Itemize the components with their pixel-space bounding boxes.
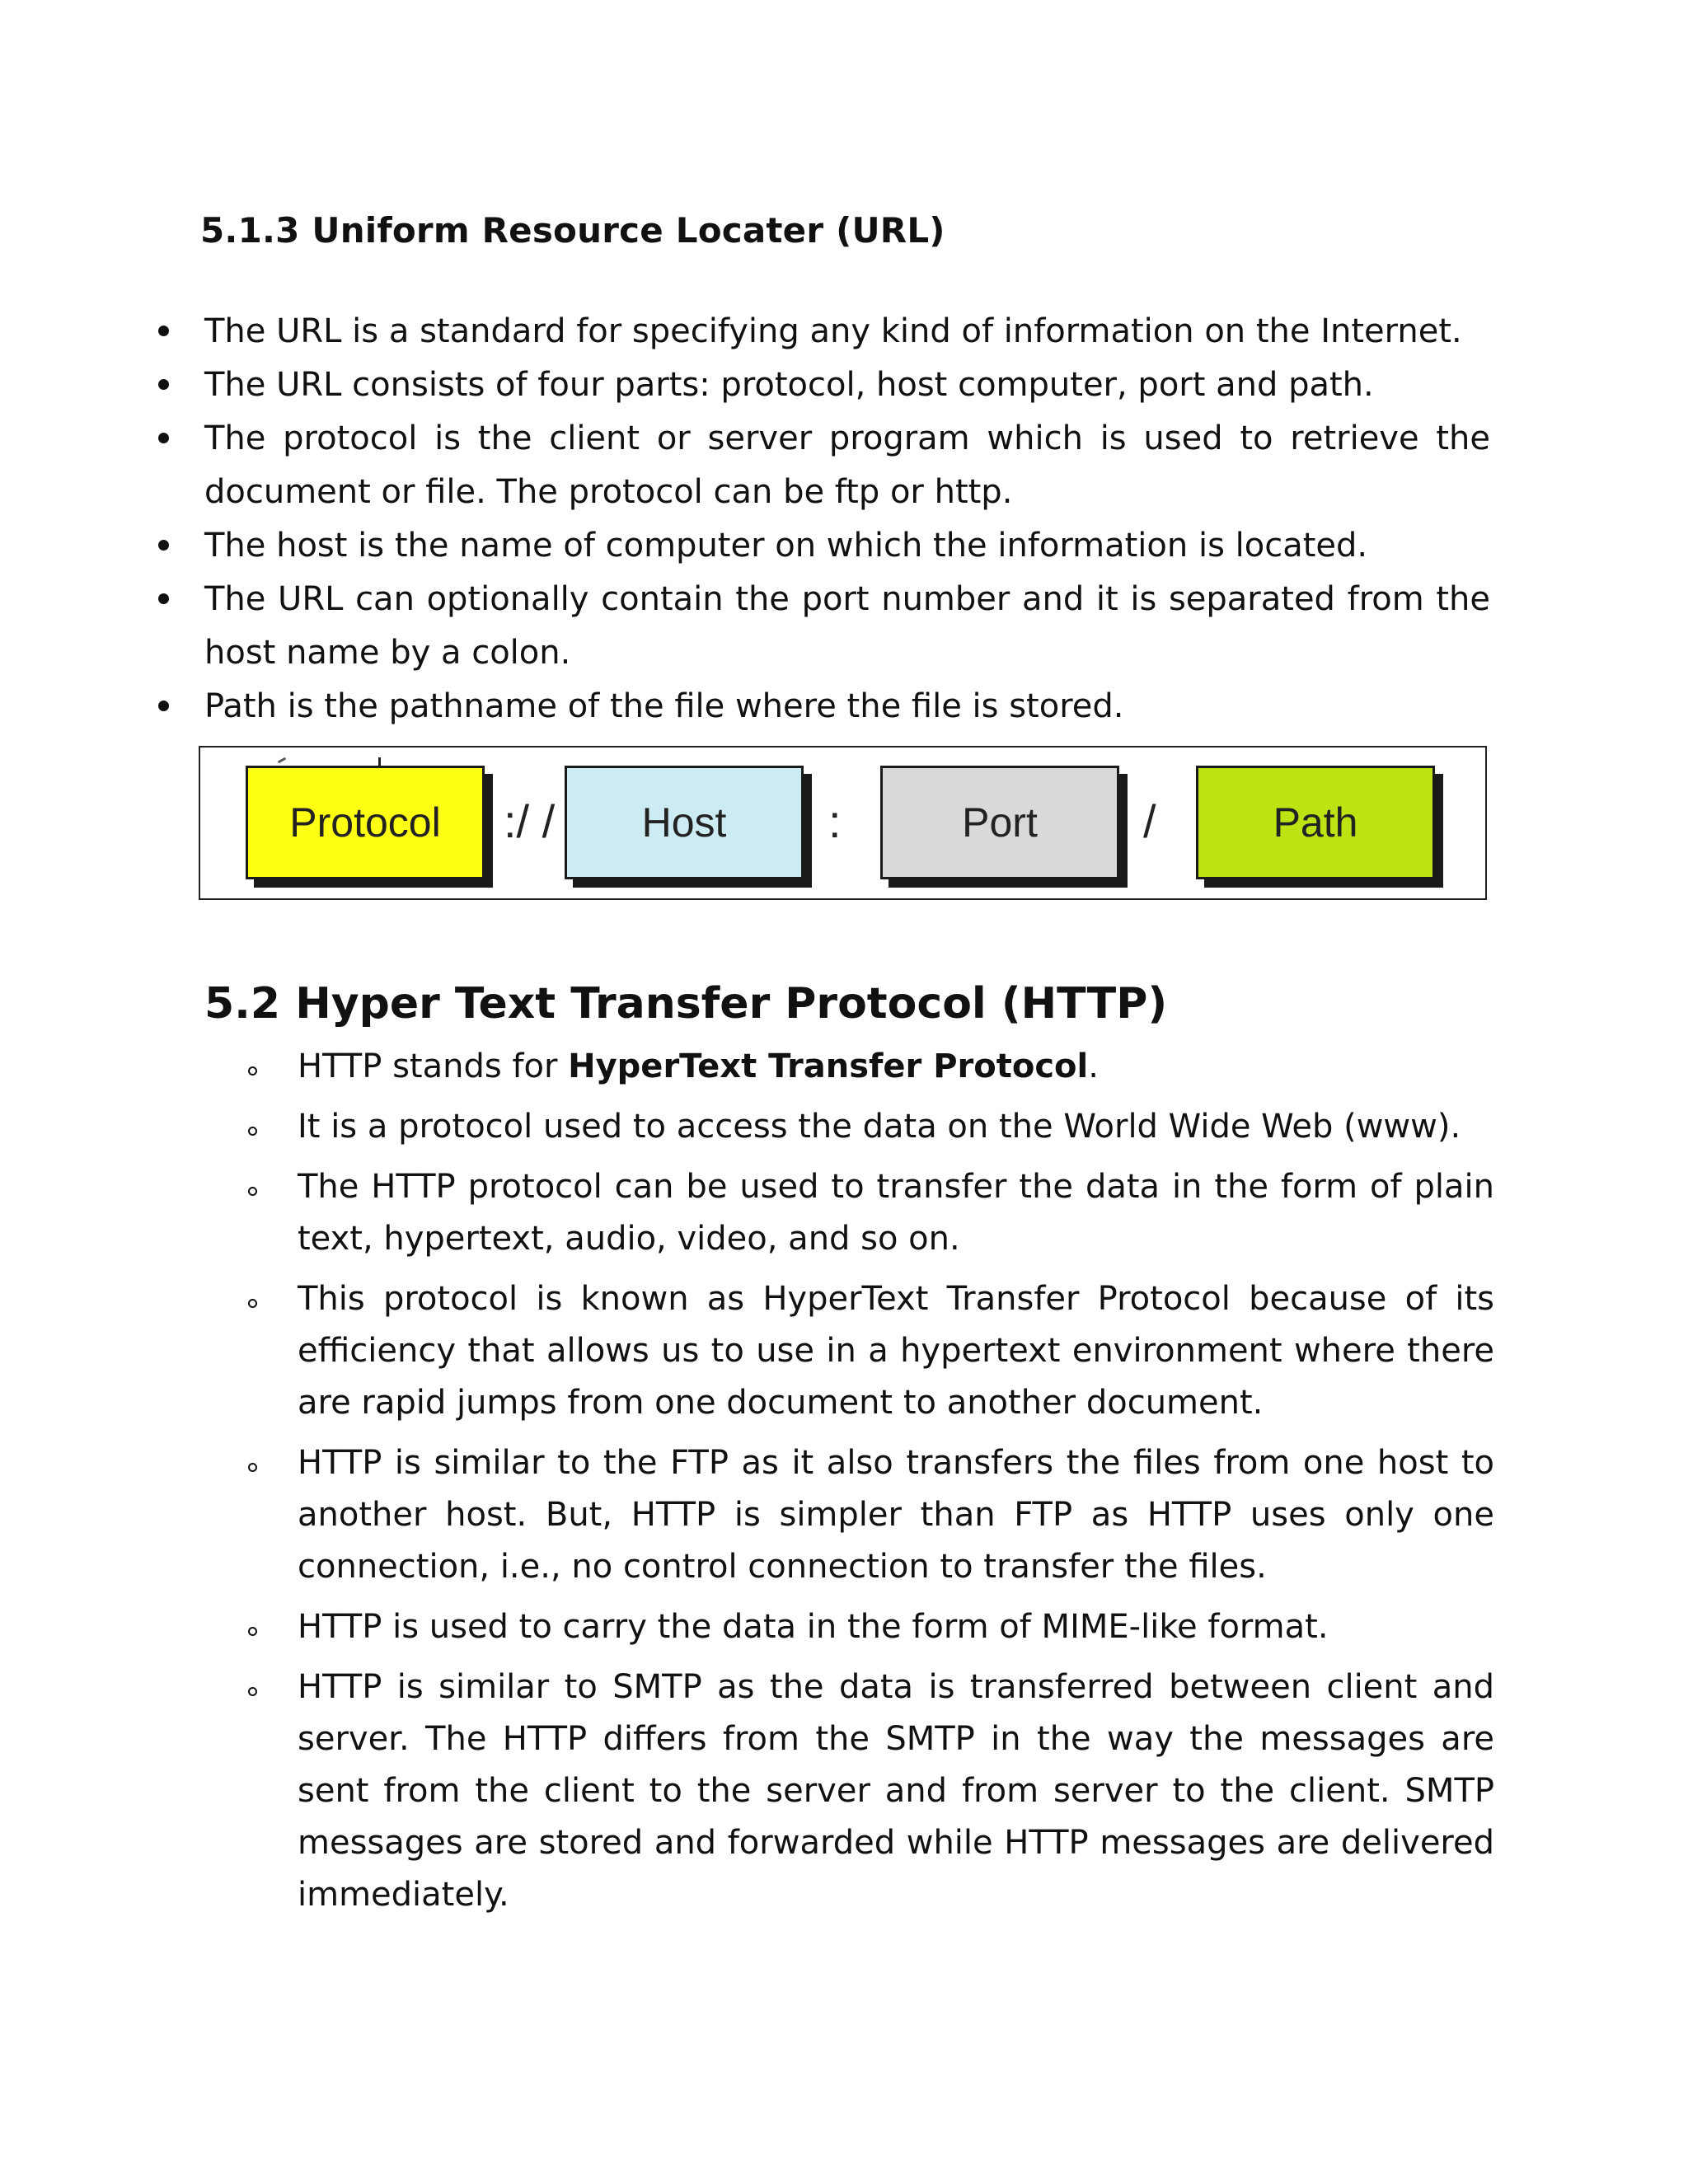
circle-bullet-icon: [248, 1066, 257, 1076]
bullet-text: The URL consists of four parts: protocol, host computer, port and path.: [204, 366, 1374, 404]
bullet-icon: [158, 593, 169, 604]
item-text-after: .: [1088, 1047, 1099, 1085]
circle-bullet-icon: [248, 1187, 257, 1196]
separator-scheme: :/ /: [504, 795, 556, 847]
list-item: [298, 1041, 1494, 1093]
bullet-icon: [158, 326, 169, 336]
list-item: [204, 519, 1490, 573]
item-text-before: HTTP stands for: [298, 1047, 569, 1085]
circle-bullet-icon: [248, 1299, 257, 1308]
host-box: Host: [565, 766, 804, 879]
bullet-icon: [158, 540, 169, 551]
circle-bullet-icon: [248, 1127, 257, 1136]
item-text: It is a protocol used to access the data on the World Wide Web (www).: [298, 1108, 1461, 1146]
port-box: Port: [880, 766, 1119, 879]
bullet-text: The URL can optionally contain the port number and it is separated from the host name by a colon.: [204, 580, 1490, 672]
list-item: [298, 1437, 1494, 1593]
item-text: HTTP is similar to SMTP as the data is transferred between client and server. The HTTP differs from the SMTP in the way the messages are sent from the client to the server and from server to the client. SMTP messages are stored and forwarded while HTTP messages are delivered immediately.: [298, 1668, 1494, 1914]
path-box: Path: [1196, 766, 1435, 879]
item-text: The HTTP protocol can be used to transfer the data in the form of plain text, hypertext, audio, video, and so on.: [298, 1168, 1494, 1258]
list-item: [204, 412, 1490, 519]
url-section-heading: 5.1.3 Uniform Resource Locater (URL): [200, 210, 945, 251]
circle-bullet-icon: [248, 1687, 257, 1696]
bullet-text: Path is the pathname of the file where the file is stored.: [204, 687, 1124, 725]
http-section-heading: 5.2 Hyper Text Transfer Protocol (HTTP): [204, 979, 1168, 1029]
item-text: This protocol is known as HyperText Transfer Protocol because of its efficiency that allows us to use in a hypertext environment where there are rapid jumps from one document to another document.: [298, 1280, 1494, 1422]
bullet-text: The host is the name of computer on which the information is located.: [204, 527, 1368, 565]
protocol-box: Protocol: [246, 766, 485, 879]
list-item: [298, 1601, 1494, 1653]
bullet-icon: [158, 433, 169, 443]
diagram-mark: [278, 757, 286, 764]
circle-bullet-icon: [248, 1627, 257, 1636]
list-item: [298, 1101, 1494, 1153]
list-item: [204, 359, 1490, 412]
bullet-icon: [158, 379, 169, 390]
list-item: [298, 1661, 1494, 1921]
list-item: [298, 1273, 1494, 1429]
url-bullet-list: [204, 305, 1490, 733]
separator-colon: :: [828, 795, 842, 847]
list-item: [204, 573, 1490, 680]
item-text: HTTP is used to carry the data in the form of MIME-like format.: [298, 1608, 1329, 1646]
bullet-text: The URL is a standard for specifying any kind of information on the Internet.: [204, 312, 1462, 350]
separator-slash: /: [1143, 795, 1156, 847]
item-text: HTTP is similar to the FTP as it also transfers the files from one host to another host. But, HTTP is simpler than FTP as HTTP uses only one connection, i.e., no control connection to transfer the files.: [298, 1444, 1494, 1586]
bullet-icon: [158, 701, 169, 711]
list-item: [298, 1161, 1494, 1265]
http-bullet-list: [298, 1041, 1494, 1929]
list-item: [204, 680, 1490, 733]
list-item: [204, 305, 1490, 359]
circle-bullet-icon: [248, 1463, 257, 1472]
bullet-text: The protocol is the client or server program which is used to retrieve the document or file. The protocol can be ftp or http.: [204, 419, 1490, 511]
url-structure-diagram: [199, 746, 1487, 900]
item-text-bold: HyperText Transfer Protocol: [568, 1047, 1089, 1085]
